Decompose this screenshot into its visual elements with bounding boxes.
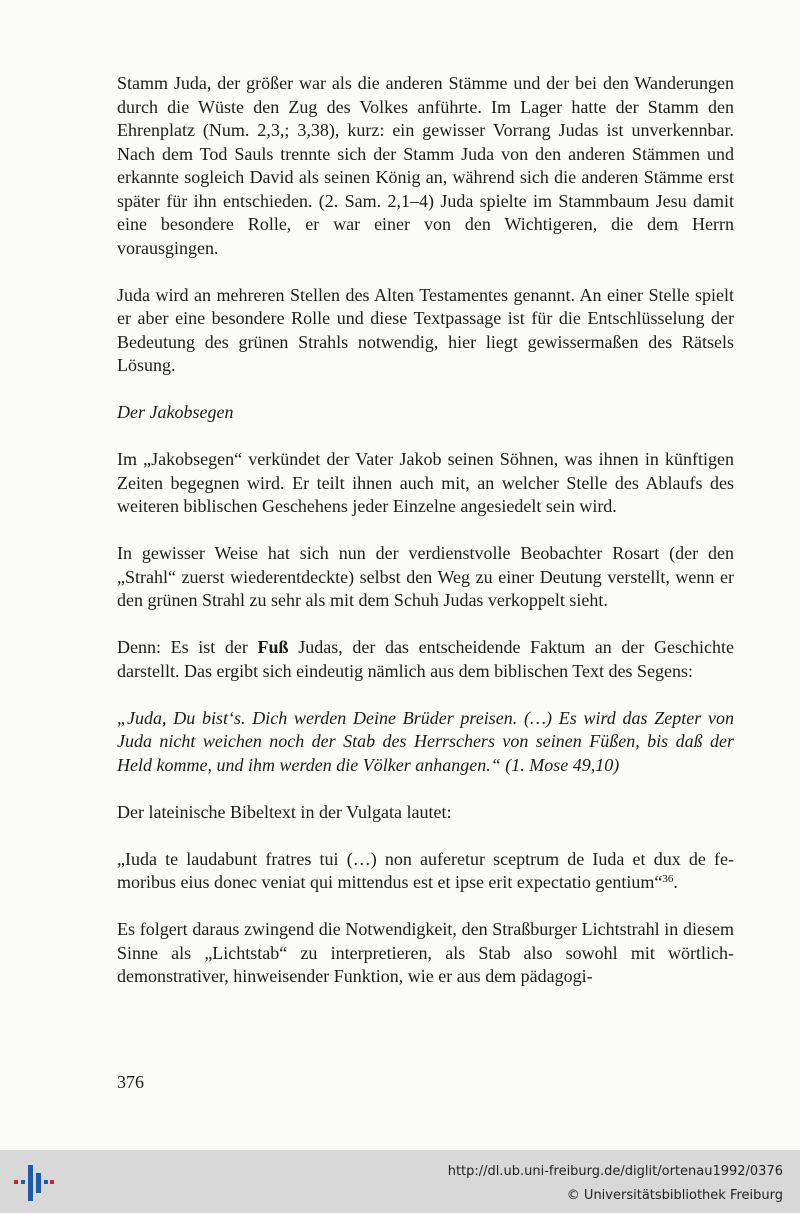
footnote-marker: 36 (662, 873, 674, 885)
paragraph-rosart: In gewisser Weise hat sich nun der verdienstvolle Beobachter Rosart (der den „Strahl“ zuerst wiederentdeckte) selbst den Weg zu einer Deutung verstellt, wenn er den grünen Strahl zu sehr als mit dem Schuh Judas verkoppelt sieht. (117, 543, 734, 610)
body-text (117, 72, 734, 1012)
vulgata-intro: Der lateinische Bibeltext in der Vulgata lautet: (117, 801, 452, 822)
latin-quote-text: „Iuda te laudabunt fratres tui (…) non auferetur sceptrum de Iuda et dux de femoribus eius donec veniat qui mittendus est et ipse erit expectatio gentium“ (117, 848, 734, 892)
ub-freiburg-logo-icon (14, 1163, 54, 1203)
paragraph-lichtstab: Es folgert daraus zwingend die Notwendigkeit, den Straßburger Lichtstrahl in diesem Sinne als „Lichtstab“ zu interpretieren, als Stab also sowohl mit wörtlich-demonstrativer, hinweisender Funktion, wie er aus dem pädagogi- (117, 919, 734, 986)
copyright-notice: © Universitätsbibliothek Freiburg (566, 1188, 783, 1203)
bible-quote: „Juda, Du bist‘s. Dich werden Deine Brüder preisen. (…) Es wird das Zepter von Juda nicht weichen noch der Stab des Herrschers von seinen Füßen, bis daß der Held komme, und ihm werden die Völker anhangen.“ (1. Mose 49,10) (117, 707, 734, 775)
paragraph-fuss (117, 636, 734, 683)
logo-graphic (14, 1163, 54, 1203)
source-url-link[interactable]: http://dl.ub.uni-freiburg.de/diglit/ortenau1992/0376 (447, 1164, 783, 1179)
paragraph-juda-testament: Juda wird an mehreren Stellen des Alten Testamentes genannt. An einer Stelle spielt er aber eine besondere Rolle und diese Textpassage ist für die Entschlüsselung der Bedeutung des grünen Strahls notwendig, hier liegt gewissermaßen des Rätsels Lösung. (117, 284, 734, 375)
paragraph-stamm-juda: Stamm Juda, der größer war als die anderen Stämme und der bei den Wanderungen durch die Wüste den Zug des Volkes anführte. Im Lager hatte der Stamm den Ehrenplatz (Num. 2,3,; 3,38), kurz: ein gewisser Vorrang Judas ist unverkennbar. Nach dem Tod Sauls trennte sich der Stamm Juda von den anderen Stämmen und erkannte sogleich David als seinen König an, während sich die anderen Stämme erst später für ihn entschieden. (2. Sam. 2,1–4) Juda spielte im Stammbaum Jesu damit eine besondere Rolle, er war einer von den Wichtigeren, die dem Herrn vorausgingen. (117, 73, 734, 258)
emphasis-fuss: Fuß (257, 637, 289, 657)
section-heading: Der Jakobsegen (117, 402, 234, 422)
latin-quote (117, 848, 734, 895)
paragraph-jakobsegen: Im „Jakobsegen“ verkündet der Vater Jakob seinen Söhnen, was ihnen in künftigen Zeiten begegnen wird. Er teilt ihnen auch mit, an welcher Stelle des Ablaufs des weiteren biblischen Geschehens jeder Einzelne angesiedelt sein wird. (117, 449, 734, 516)
paragraph-fuss-before: Denn: Es ist der (117, 637, 258, 657)
footer-bar (0, 1150, 800, 1213)
page-number: 376 (117, 1072, 144, 1092)
paragraph-fuss-after: Judas, der das entscheidende Faktum an der Geschichte darstellt. Das ergibt sich eindeutig nämlich aus dem biblischen Text des Segens: (117, 637, 735, 681)
latin-quote-end: . (673, 872, 678, 892)
